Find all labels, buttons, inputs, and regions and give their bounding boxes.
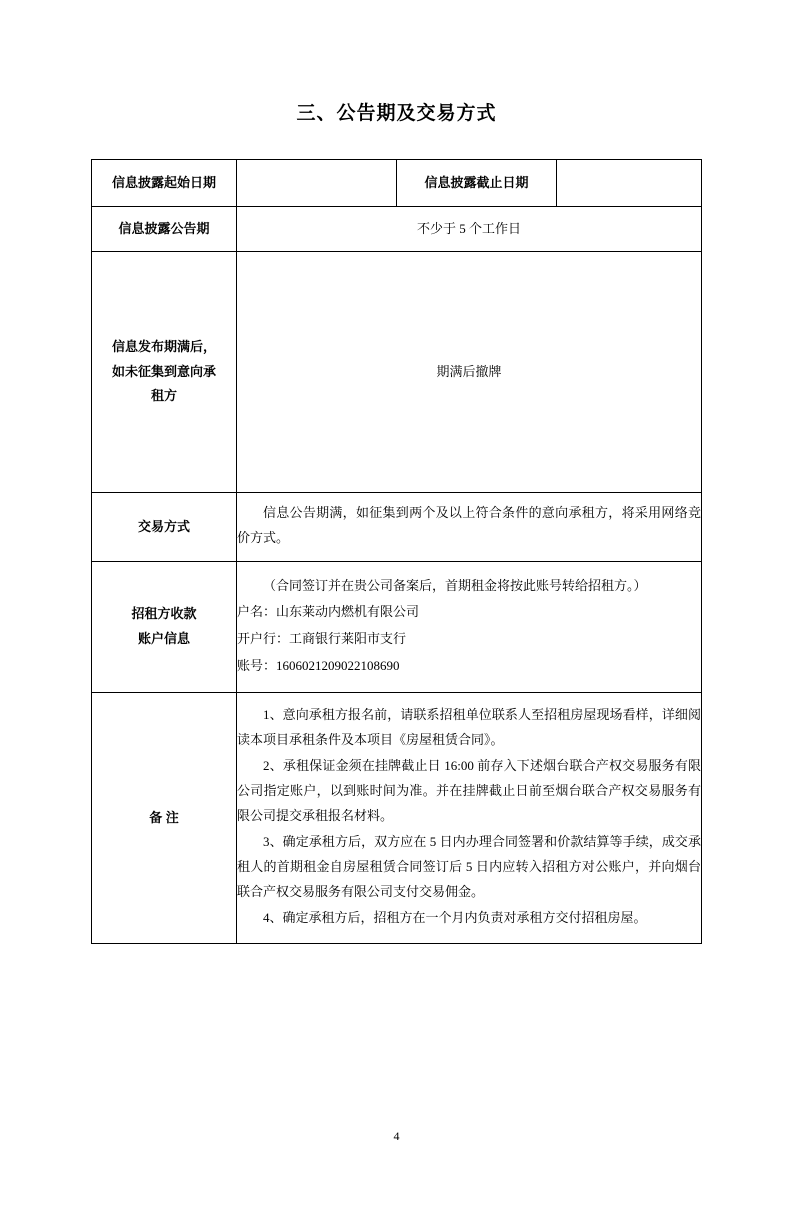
label-line-1: 信息发布期满后，: [111, 338, 216, 354]
table-row: [92, 252, 702, 493]
table-row: [92, 493, 702, 562]
account-bank: 开户行：工商银行莱阳市支行: [237, 631, 407, 646]
value-remarks: [237, 693, 702, 944]
page-title: 三、公告期及交易方式: [296, 103, 497, 124]
label-disclosure-start-date: 信息披露起始日期: [92, 160, 237, 207]
table-row: [92, 207, 702, 252]
value-disclosure-start-date[interactable]: [237, 160, 397, 207]
remark-item-3: 3、确定承租方后，双方应在 5 日内办理合同签署和价款结算等手续，成交承租人的首期租金自房屋租赁合同签订后 5 日内应转入招租方对公账户，并向烟台联合产权交易服务有限公司支付交易佣金。: [237, 834, 701, 899]
table-row: [92, 160, 702, 207]
value-disclosure-period: 不少于 5 个工作日: [237, 207, 702, 252]
announcement-table: [91, 159, 702, 944]
account-name: 户名：山东莱动内燃机有限公司: [237, 604, 420, 620]
label-no-intent-lessee: [92, 252, 237, 493]
table-row: [92, 562, 702, 693]
label-transaction-mode: 交易方式: [92, 493, 237, 562]
label-line-2: 如未征集到意向承: [111, 363, 216, 379]
account-number: 账号：1606021209022108690: [237, 657, 400, 673]
label-disclosure-period: 信息披露公告期: [92, 207, 237, 252]
remark-item-4: 4、确定承租方后，招租方在一个月内负责对承租方交付招租房屋。: [263, 910, 647, 926]
transaction-mode-text: 信息公告期满，如征集到两个及以上符合条件的意向承租方，将采用网络竞价方式。: [237, 505, 701, 545]
label-disclosure-end-date: 信息披露截止日期: [397, 160, 557, 207]
page-number: 4: [393, 1129, 400, 1143]
remark-item-1: 1、意向承租方报名前，请联系招租单位联系人至招租房屋现场看样，详细阅读本项目承租条件及本项目《房屋租赁合同》。: [237, 706, 701, 747]
account-note: （合同签订并在贵公司备案后，首期租金将按此账号转给招租方。）: [263, 577, 647, 593]
table-row: [92, 693, 702, 944]
document-page: [0, 98, 793, 1220]
value-transaction-mode: [237, 493, 702, 562]
remark-item-2: 2、承租保证金须在挂牌截止日 16:00 前存入下述烟台联合产权交易服务有限公司指定账户，以到账时间为准。并在挂牌截止日前至烟台联合产权交易服务有限公司提交承租报名材料。: [237, 758, 701, 823]
label-line-1: 招租方收款: [131, 606, 197, 622]
value-payee-account: [237, 562, 702, 693]
label-line-2: 账户信息: [137, 631, 190, 646]
value-disclosure-end-date[interactable]: [557, 160, 702, 207]
label-line-3: 租方: [150, 388, 177, 404]
value-no-intent-lessee: 期满后撤牌: [237, 252, 702, 493]
label-remarks: 备 注: [92, 693, 237, 944]
label-payee-account: [92, 562, 237, 693]
